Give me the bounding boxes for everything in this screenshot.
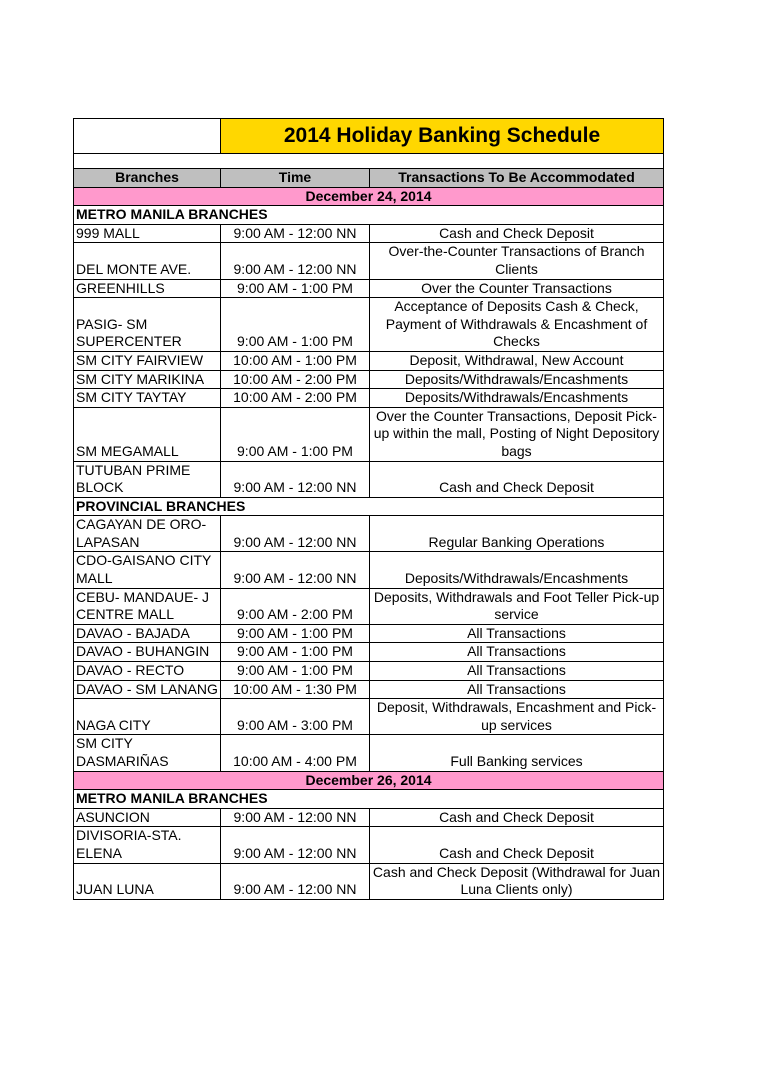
time-cell: 9:00 AM - 1:00 PM (221, 643, 370, 662)
branch-cell: SM CITY DASMARIÑAS (74, 735, 221, 771)
date-heading: December 24, 2014 (74, 187, 664, 206)
section-heading: PROVINCIAL BRANCHES (74, 497, 664, 516)
transactions-cell: Cash and Check Deposit (Withdrawal for Juan Luna Clients only) (370, 863, 664, 899)
table-row (74, 735, 664, 771)
section-heading: METRO MANILA BRANCHES (74, 790, 664, 809)
transactions-cell: Cash and Check Deposit (370, 827, 664, 863)
holiday-schedule-table (73, 118, 664, 900)
date-heading: December 26, 2014 (74, 771, 664, 790)
header-time: Time (221, 169, 370, 188)
branch-cell: DAVAO - RECTO (74, 662, 221, 681)
table-row (74, 279, 664, 298)
transactions-cell: Deposits/Withdrawals/Encashments (370, 552, 664, 588)
branch-cell: DAVAO - BAJADA (74, 624, 221, 643)
branch-cell: SM CITY TAYTAY (74, 389, 221, 408)
transactions-cell: Regular Banking Operations (370, 516, 664, 552)
branch-cell: ASUNCION (74, 808, 221, 827)
branch-cell: DEL MONTE AVE. (74, 243, 221, 279)
time-cell: 9:00 AM - 2:00 PM (221, 588, 370, 624)
transactions-cell: All Transactions (370, 624, 664, 643)
section-row (74, 497, 664, 516)
header-row (74, 169, 664, 188)
table-row (74, 662, 664, 681)
table-row (74, 808, 664, 827)
title-row (74, 119, 664, 154)
time-cell: 9:00 AM - 12:00 NN (221, 224, 370, 243)
table-row (74, 863, 664, 899)
transactions-cell: Acceptance of Deposits Cash & Check, Payment of Withdrawals & Encashment of Checks (370, 298, 664, 352)
table-row (74, 516, 664, 552)
branch-cell: JUAN LUNA (74, 863, 221, 899)
transactions-cell: All Transactions (370, 662, 664, 681)
header-branches: Branches (74, 169, 221, 188)
date-row (74, 187, 664, 206)
time-cell: 9:00 AM - 12:00 NN (221, 516, 370, 552)
time-cell: 10:00 AM - 2:00 PM (221, 370, 370, 389)
transactions-cell: Over the Counter Transactions, Deposit Pick-up within the mall, Posting of Night Depository bags (370, 407, 664, 461)
table-row (74, 370, 664, 389)
transactions-cell: Deposit, Withdrawal, New Account (370, 351, 664, 370)
header-transactions: Transactions To Be Accommodated (370, 169, 664, 188)
transactions-cell: Full Banking services (370, 735, 664, 771)
transactions-cell: Deposit, Withdrawals, Encashment and Pick-up services (370, 699, 664, 735)
transactions-cell: Cash and Check Deposit (370, 808, 664, 827)
branch-cell: CEBU- MANDAUE- J CENTRE MALL (74, 588, 221, 624)
transactions-cell: Over-the-Counter Transactions of Branch Clients (370, 243, 664, 279)
table-row (74, 389, 664, 408)
table-row (74, 680, 664, 699)
table-row (74, 588, 664, 624)
schedule-body (74, 119, 664, 900)
section-row (74, 206, 664, 225)
table-row (74, 827, 664, 863)
time-cell: 9:00 AM - 3:00 PM (221, 699, 370, 735)
table-row (74, 298, 664, 352)
table-row (74, 624, 664, 643)
table-row (74, 461, 664, 497)
table-row (74, 224, 664, 243)
transactions-cell: Cash and Check Deposit (370, 461, 664, 497)
time-cell: 9:00 AM - 1:00 PM (221, 662, 370, 681)
title-blank-cell (74, 119, 221, 154)
time-cell: 9:00 AM - 12:00 NN (221, 243, 370, 279)
transactions-cell: Deposits/Withdrawals/Encashments (370, 389, 664, 408)
table-row (74, 407, 664, 461)
time-cell: 9:00 AM - 12:00 NN (221, 552, 370, 588)
branch-cell: SM CITY MARIKINA (74, 370, 221, 389)
time-cell: 9:00 AM - 1:00 PM (221, 407, 370, 461)
table-row (74, 699, 664, 735)
branch-cell: NAGA CITY (74, 699, 221, 735)
page-title: 2014 Holiday Banking Schedule (221, 119, 664, 154)
time-cell: 10:00 AM - 1:30 PM (221, 680, 370, 699)
time-cell: 10:00 AM - 4:00 PM (221, 735, 370, 771)
time-cell: 9:00 AM - 12:00 NN (221, 808, 370, 827)
branch-cell: DAVAO - SM LANANG (74, 680, 221, 699)
spacer-row (74, 154, 664, 169)
table-row (74, 643, 664, 662)
branch-cell: CAGAYAN DE ORO-LAPASAN (74, 516, 221, 552)
time-cell: 9:00 AM - 1:00 PM (221, 298, 370, 352)
spacer-cell (74, 154, 664, 169)
time-cell: 9:00 AM - 1:00 PM (221, 279, 370, 298)
time-cell: 9:00 AM - 12:00 NN (221, 863, 370, 899)
branch-cell: DIVISORIA-STA. ELENA (74, 827, 221, 863)
table-row (74, 351, 664, 370)
branch-cell: GREENHILLS (74, 279, 221, 298)
time-cell: 9:00 AM - 1:00 PM (221, 624, 370, 643)
branch-cell: 999 MALL (74, 224, 221, 243)
transactions-cell: Deposits/Withdrawals/Encashments (370, 370, 664, 389)
transactions-cell: Over the Counter Transactions (370, 279, 664, 298)
branch-cell: SM MEGAMALL (74, 407, 221, 461)
branch-cell: PASIG- SM SUPERCENTER (74, 298, 221, 352)
branch-cell: DAVAO - BUHANGIN (74, 643, 221, 662)
branch-cell: TUTUBAN PRIME BLOCK (74, 461, 221, 497)
branch-cell: SM CITY FAIRVIEW (74, 351, 221, 370)
transactions-cell: Cash and Check Deposit (370, 224, 664, 243)
table-row (74, 552, 664, 588)
date-row (74, 771, 664, 790)
time-cell: 10:00 AM - 2:00 PM (221, 389, 370, 408)
section-heading: METRO MANILA BRANCHES (74, 206, 664, 225)
transactions-cell: All Transactions (370, 643, 664, 662)
time-cell: 10:00 AM - 1:00 PM (221, 351, 370, 370)
section-row (74, 790, 664, 809)
table-row (74, 243, 664, 279)
time-cell: 9:00 AM - 12:00 NN (221, 461, 370, 497)
time-cell: 9:00 AM - 12:00 NN (221, 827, 370, 863)
branch-cell: CDO-GAISANO CITY MALL (74, 552, 221, 588)
transactions-cell: Deposits, Withdrawals and Foot Teller Pick-up service (370, 588, 664, 624)
transactions-cell: All Transactions (370, 680, 664, 699)
